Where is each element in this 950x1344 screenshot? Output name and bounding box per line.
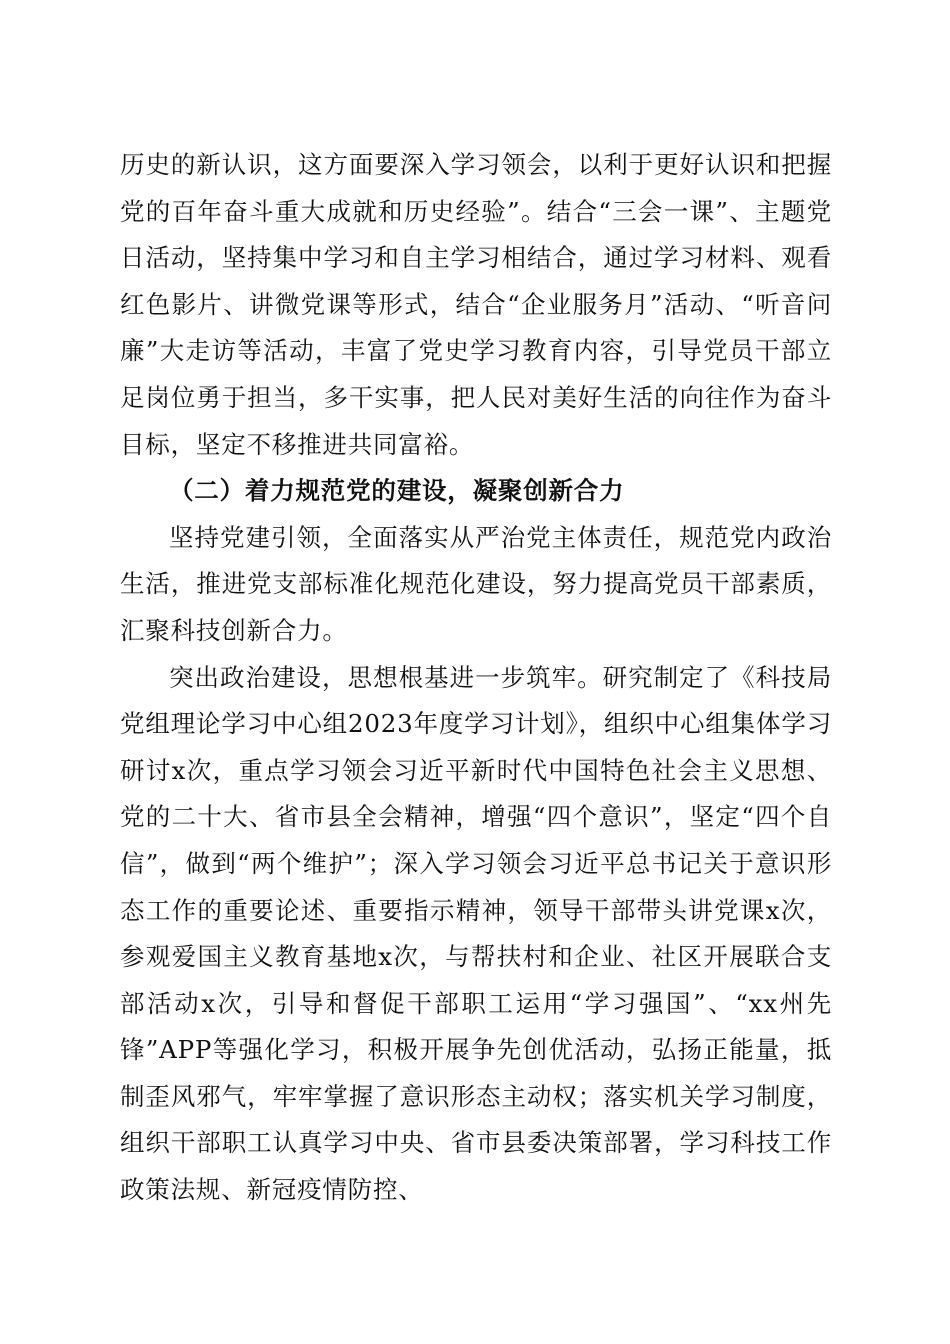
paragraph-party-building-guidance: 坚持党建引领，全面落实从严治党主体责任，规范党内政治生活，推进党支部标准化规范化建设，努力提高党员干部素质，汇聚科技创新合力。 bbox=[120, 522, 832, 645]
paragraph-political-construction: 突出政治建设，思想根基进一步筑牢。研究制定了《科技局党组理论学习中心组2023年度学习计划》，组织中心组集体学习研讨x次，重点学习领会习近平新时代中国特色社会主义思想、党的二十大、省市县全会精神，增强“四个意识”，坚定“四个自信”，做到“两个维护”；深入学习领会习近平总书记关于意识形态工作的重要论述、重要指示精神，领导干部带头讲党课x次，参观爱国主义教育基地x次，与帮扶村和企业、社区开展联合支部活动x次，引导和督促干部职工运用“学习强国”、“xx州先锋”APP等强化学习，积极开展争先创优活动，弘扬正能量，抵制歪风邪气，牢牢掌握了意识形态主动权；落实机关学习制度，组织干部职工认真学习中央、省市县委决策部署，学习科技工作政策法规、新冠疫情防控、 bbox=[120, 662, 832, 1205]
document-body bbox=[120, 142, 832, 1214]
paragraph-party-history-study: 历史的新认识，这方面要深入学习领会，以利于更好认识和把握党的百年奋斗重大成就和历史经验”。结合“三会一课”、主题党日活动，坚持集中学习和自主学习相结合，通过学习材料、观看红色影片、讲微党课等形式，结合“企业服务月”活动、“听音问廉”大走访等活动，丰富了党史学习教育内容，引导党员干部立足岗位勇于担当，多干实事，把人民对美好生活的向往作为奋斗目标，坚定不移推进共同富裕。 bbox=[120, 150, 833, 459]
section-heading-party-building: （二）着力规范党的建设，凝聚创新合力 bbox=[169, 476, 625, 506]
